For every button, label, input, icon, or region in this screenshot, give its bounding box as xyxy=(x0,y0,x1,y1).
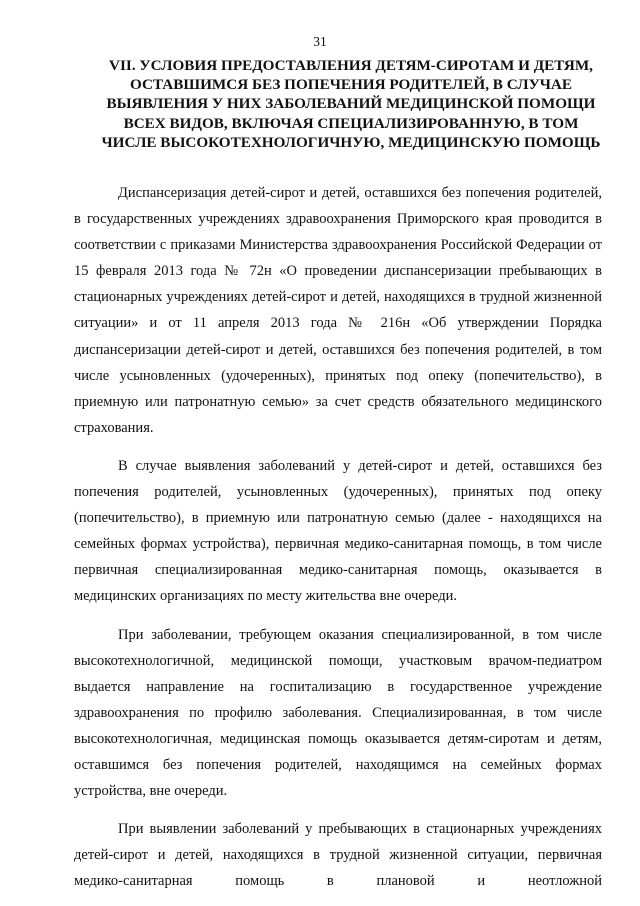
paragraph: При заболевании, требующем оказания специализированной, в том числе высокотехнологичной, медицинской помощи, участковым врачом-педиатром выдается направление на госпитализацию в государственное учреждение здравоохранения по профилю заболевания. Специализированная, в том числе высокотехнологичная, медицинская помощь оказывается детям-сиротам и детям, оставшимся без попечения родителей, находящимся на семейных формах устройства, вне очереди. xyxy=(74,626,602,800)
paragraph: Диспансеризация детей-сирот и детей, оставшихся без попечения родителей, в государственных учреждениях здравоохранения Приморского края проводится в соответствии с приказами Министерства здравоохранения Российской Федерации от 15 февраля 2013 года № 72н «О проведении диспансеризации пребывающих в стационарных учреждениях детей-сирот и детей, находящихся в трудной жизненной ситуации» и от 11 апреля 2013 года № 216н «Об утверждении Порядка диспансеризации детей-сирот и детей, оставшихся без попечения родителей, в том числе усыновленных (удочеренных), принятых под опеку (попечительство), в приемную или патронатную семью» за счет средств обязательного медицинского страхования. xyxy=(74,185,602,436)
paragraph: При выявлении заболеваний у пребывающих в стационарных учреждениях детей-сирот и детей, находящихся в трудной жизненной ситуации, первичная медико-санитарная помощь в плановой и неотложной xyxy=(74,821,602,890)
section-heading: VII. УСЛОВИЯ ПРЕДОСТАВЛЕНИЯ ДЕТЯМ-СИРОТАМ И ДЕТЯМ, ОСТАВШИМСЯ БЕЗ ПОПЕЧЕНИЯ РОДИТЕЛЕЙ, В СЛУЧАЕ ВЫЯВЛЕНИЯ У НИХ ЗАБОЛЕВАНИЙ МЕДИЦИНСКОЙ ПОМОЩИ ВСЕХ ВИДОВ, ВКЛЮЧАЯ СПЕЦИАЛИЗИРОВАННУЮ, В ТОМ ЧИСЛЕ ВЫСОКОТЕХНОЛОГИЧНУЮ, МЕДИЦИНСКУЮ ПОМОЩЬ xyxy=(101,57,601,151)
page-number: 31 xyxy=(313,34,327,49)
paragraph: В случае выявления заболеваний у детей-сирот и детей, оставшихся без попечения родителей, усыновленных (удочеренных), принятых под опеку (попечительство), в приемную или патронатную семью (далее - находящихся на семейных формах устройства), первичная медико-санитарная помощь, в том числе первичная специализированная медико-санитарная помощь, оказывается в медицинских организациях по месту жительства вне очереди. xyxy=(74,457,602,605)
document-body xyxy=(74,180,602,906)
